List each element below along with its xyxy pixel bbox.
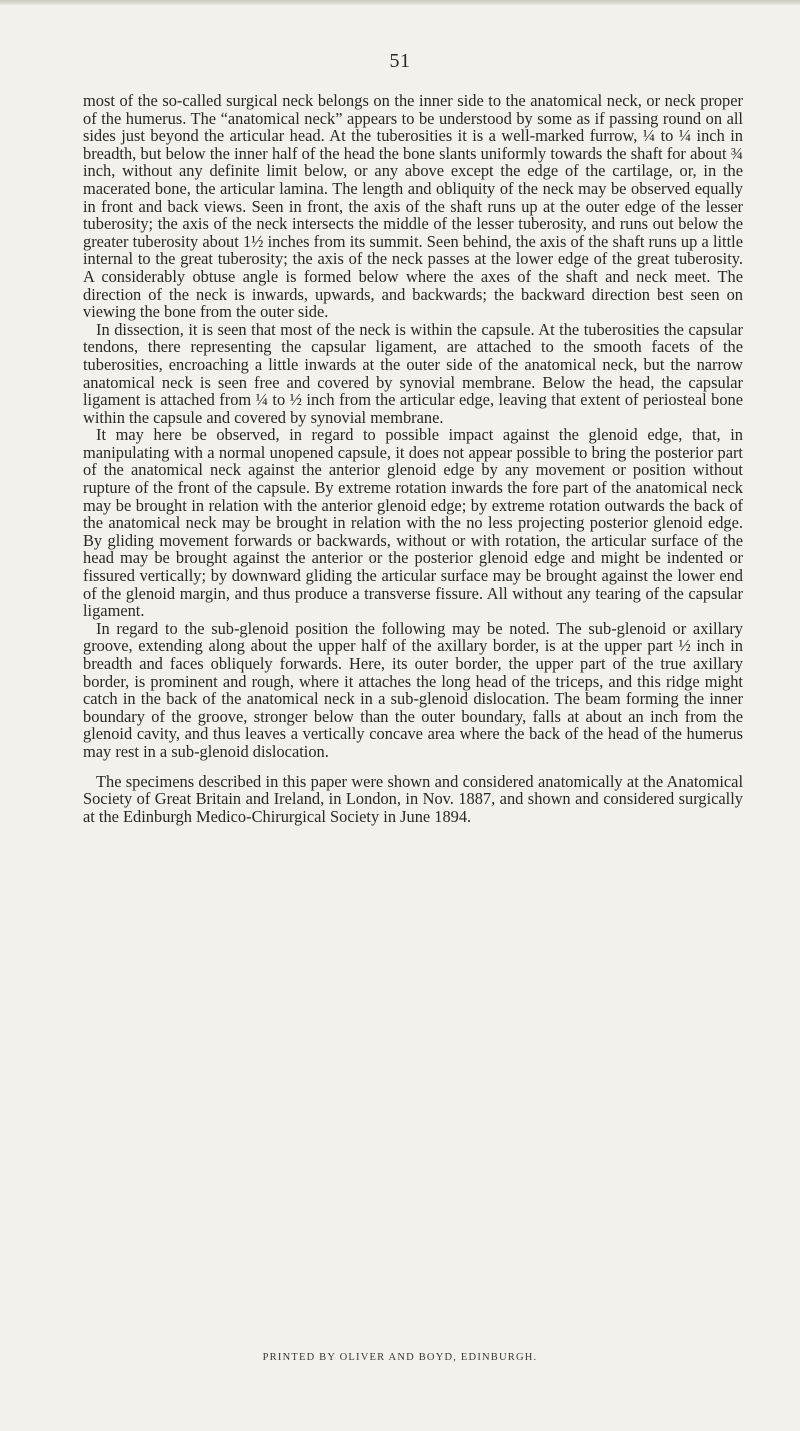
- printer-imprint: PRINTED BY OLIVER AND BOYD, EDINBURGH.: [262, 1352, 538, 1363]
- paragraph-specimens-note: The specimens described in this paper were shown and considered anatomically at the Anatomical Society of Great Britain and Ireland, in London, in Nov. 1887, and shown and considered surgically at the Edinburgh Medico-Chirurgical Society in June 1894.: [83, 771, 743, 826]
- paragraph-anatomical-neck: most of the so-called surgical neck belongs on the inner side to the anatomical neck, or neck proper of the humerus. The “anatomical neck” appears to be understood by some as if passing round on all sides just beyond the articular head. At the tuberosities it is a well-marked furrow, ¼ to ¼ inch in breadth, but below the inner half of the head the bone slants uniformly towards the shaft for about ¾ inch, without any definite limit below, or any above except the edge of the cartilage, or, in the macerated bone, the articular lamina. The length and obliquity of the neck may be observed equally in front and back views. Seen in front, the axis of the shaft runs up at the outer edge of the lesser tuberosity; the axis of the neck intersects the middle of the lesser tuberosity, and runs out below the greater tuberosity about 1½ inches from its summit. Seen behind, the axis of the shaft runs up a little internal to the great tuberosity; the axis of the neck passes at the lower edge of the great tuberosity. A considerably obtuse angle is formed below where the axes of the shaft and neck meet. The direction of the neck is inwards, upwards, and backwards; the backward direction best seen on viewing the bone from the outer side.: [83, 91, 743, 322]
- page-number: 51: [389, 50, 411, 72]
- body-text: [83, 92, 743, 825]
- page-top-edge: [0, 0, 800, 5]
- paragraph-dissection: In dissection, it is seen that most of the neck is within the capsule. At the tuberosities the capsular tendons, there representing the capsular ligament, are attached to the smooth facets of the tuberosities, encroaching a little inwards at the outer side of the anatomical neck, but the narrow anatomical neck is seen free and covered by synovial membrane. Below the head, the capsular ligament is attached from ¼ to ½ inch from the articular edge, leaving that extent of periosteal bone within the capsule and covered by synovial membrane.: [83, 319, 743, 427]
- paragraph-glenoid-impact: It may here be observed, in regard to possible impact against the glenoid edge, that, in manipulating with a normal unopened capsule, it does not appear possible to bring the posterior part of the anatomical neck against the anterior glenoid edge by any movement or position without rupture of the front of the capsule. By extreme rotation inwards the fore part of the anatomical neck may be brought in relation with the anterior glenoid edge; by extreme rotation outwards the back of the anatomical neck may be brought in relation with the no less projecting posterior glenoid edge. By gliding movement forwards or backwards, without or with rotation, the articular surface of the head may be brought against the anterior or the posterior glenoid edge and might be indented or fissured vertically; by downward gliding the articular surface may be brought against the lower end of the glenoid margin, and thus produce a transverse fissure. All without any tearing of the capsular ligament.: [83, 425, 743, 621]
- paragraph-sub-glenoid: In regard to the sub-glenoid position the following may be noted. The sub-glenoid or axillary groove, extending along about the upper half of the axillary border, is at the upper part ½ inch in breadth and faces obliquely forwards. Here, its outer border, the upper part of the true axillary border, is prominent and rough, where it attaches the long head of the triceps, and this ridge might catch in the back of the anatomical neck in a sub-glenoid dislocation. The beam forming the inner boundary of the groove, stronger below than the outer boundary, falls at about an inch from the glenoid cavity, and thus leaves a vertically concave area where the back of the head of the humerus may rest in a sub-glenoid dislocation.: [83, 618, 743, 761]
